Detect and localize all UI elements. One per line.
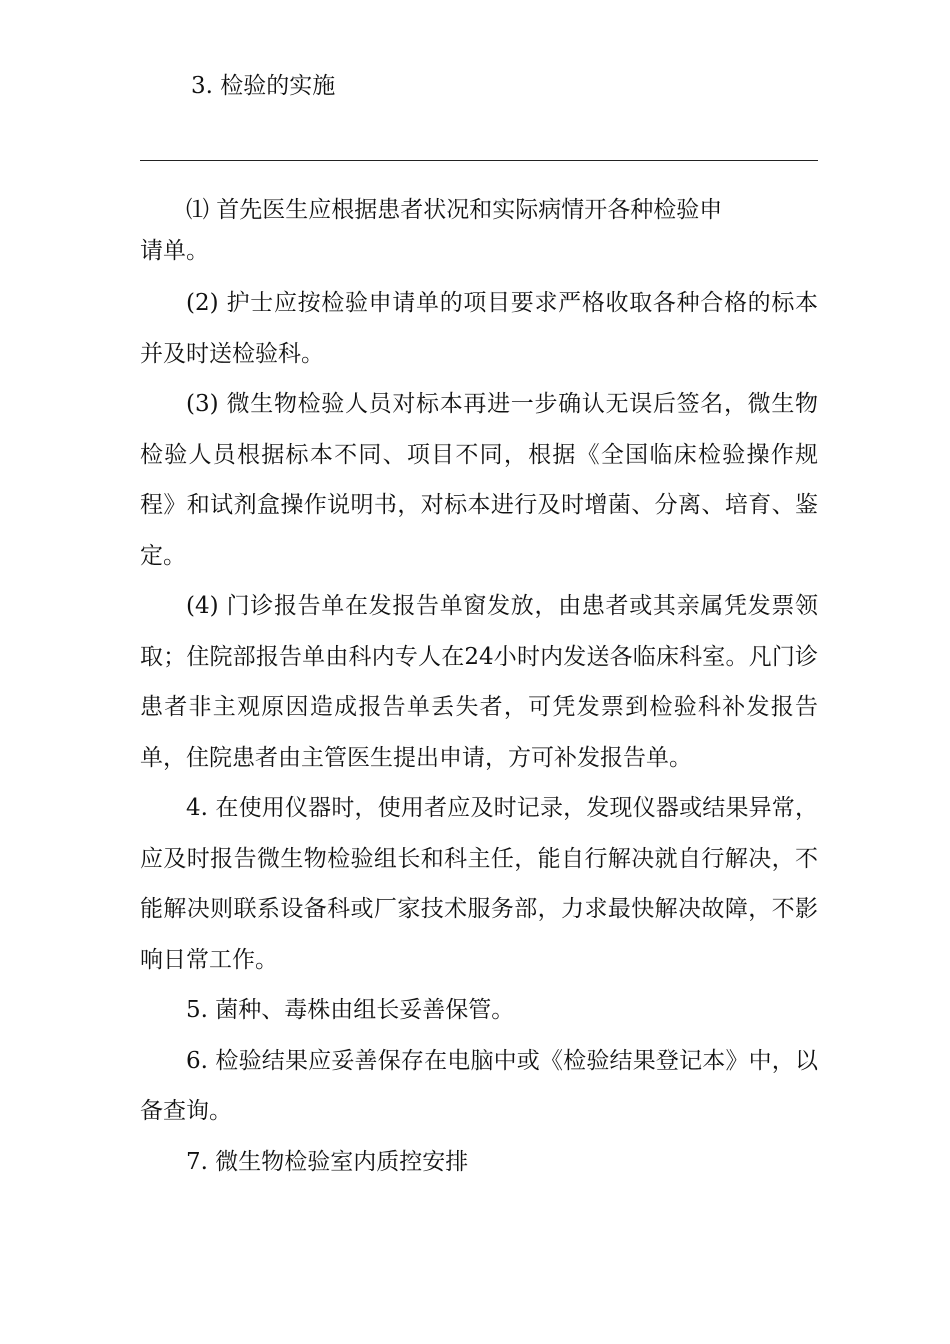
- paragraph-3: (3) 微生物检验人员对标本再进一步确认无误后签名，微生物检验人员根据标本不同、项目不同，根据《全国临床检验操作规程》和试剂盒操作说明书，对标本进行及时增菌、分离、培育、鉴定。: [140, 391, 818, 569]
- document-body: [140, 190, 818, 1187]
- paragraph-6: 5. 菌种、毒株由组长妥善保管。: [186, 997, 515, 1023]
- section-heading: 3. 检验的实施: [191, 73, 336, 99]
- paragraph-7: 6. 检验结果应妥善保存在电脑中或《检验结果登记本》中，以备查询。: [140, 1047, 818, 1124]
- horizontal-divider: [140, 160, 818, 161]
- paragraph-5: 4. 在使用仪器时，使用者应及时记录，发现仪器或结果异常，应及时报告微生物检验组长和科主任，能自行解决就自行解决，不能解决则联系设备科或厂家技术服务部，力求最快解决故障，不影响日常工作。: [140, 795, 818, 973]
- paragraph-2: (2) 护士应按检验申请单的项目要求严格收取各种合格的标本并及时送检验科。: [140, 290, 818, 367]
- paragraph-4: (4) 门诊报告单在发报告单窗发放，由患者或其亲属凭发票领取；住院部报告单由科内专人在24小时内发送各临床科室。凡门诊患者非主观原因造成报告单丢失者，可凭发票到检验科补发报告单，住院患者由主管医生提出申请，方可补发报告单。: [140, 593, 818, 771]
- paragraph-8: 7. 微生物检验室内质控安排: [186, 1148, 469, 1175]
- paragraph-1-line-1: ⑴ 首先医生应根据患者状况和实际病情开各种检验申: [186, 197, 723, 223]
- paragraph-1: [140, 190, 818, 272]
- paragraph-1-line-2: 请单。: [140, 238, 209, 264]
